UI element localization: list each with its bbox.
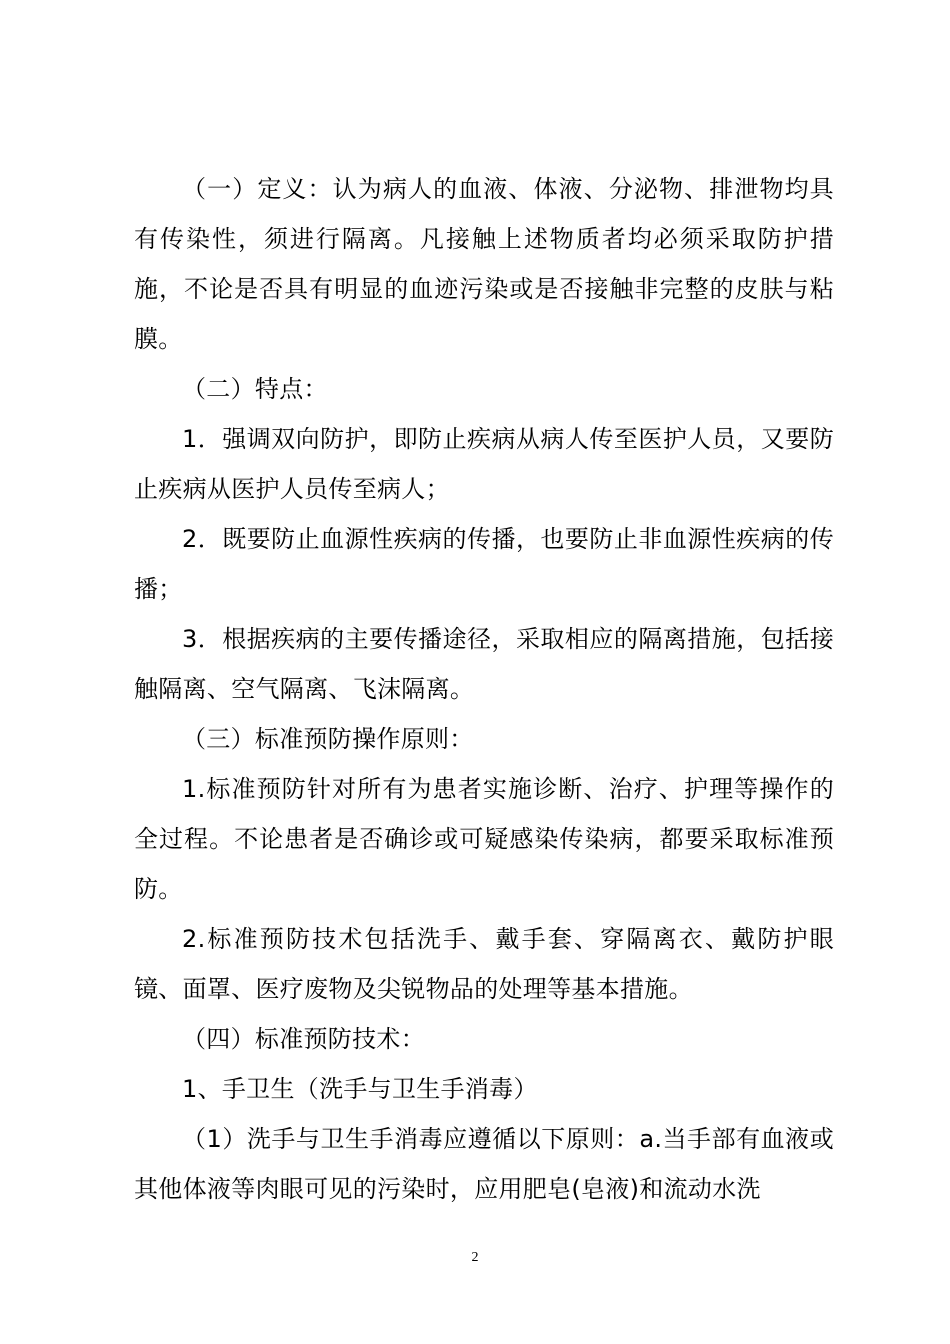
paragraph-definition: （一）定义：认为病人的血液、体液、分泌物、排泄物均具有传染性，须进行隔离。凡接触上述物质者均必须采取防护措施，不论是否具有明显的血迹污染或是否接触非完整的皮肤与粘膜。 [134,175,834,353]
page-number: 2 [471,1250,479,1265]
paragraph-feature-1: 1．强调双向防护，即防止疾病从病人传至医护人员，又要防止疾病从医护人员传至病人； [134,425,834,503]
heading-hand-hygiene: 1、手卫生（洗手与卫生手消毒） [182,1075,538,1103]
heading-features: （二）特点： [182,375,328,403]
heading-techniques: （四）标准预防技术： [182,1025,425,1053]
paragraph-principle-2: 2.标准预防技术包括洗手、戴手套、穿隔离衣、戴防护眼镜、面罩、医疗废物及尖锐物品的处理等基本措施。 [134,925,834,1003]
document-body [134,164,834,1214]
paragraph-hand-hygiene-1: （1）洗手与卫生手消毒应遵循以下原则：a.当手部有血液或其他体液等肉眼可见的污染时，应用肥皂(皂液)和流动水洗 [134,1125,834,1203]
paragraph-principle-1: 1.标准预防针对所有为患者实施诊断、治疗、护理等操作的全过程。不论患者是否确诊或可疑感染传染病，都要采取标准预防。 [134,775,834,903]
paragraph-feature-2: 2．既要防止血源性疾病的传播，也要防止非血源性疾病的传播； [134,525,834,603]
paragraph-feature-3: 3．根据疾病的主要传播途径，采取相应的隔离措施，包括接触隔离、空气隔离、飞沫隔离。 [134,625,834,703]
heading-principles: （三）标准预防操作原则： [182,725,474,753]
